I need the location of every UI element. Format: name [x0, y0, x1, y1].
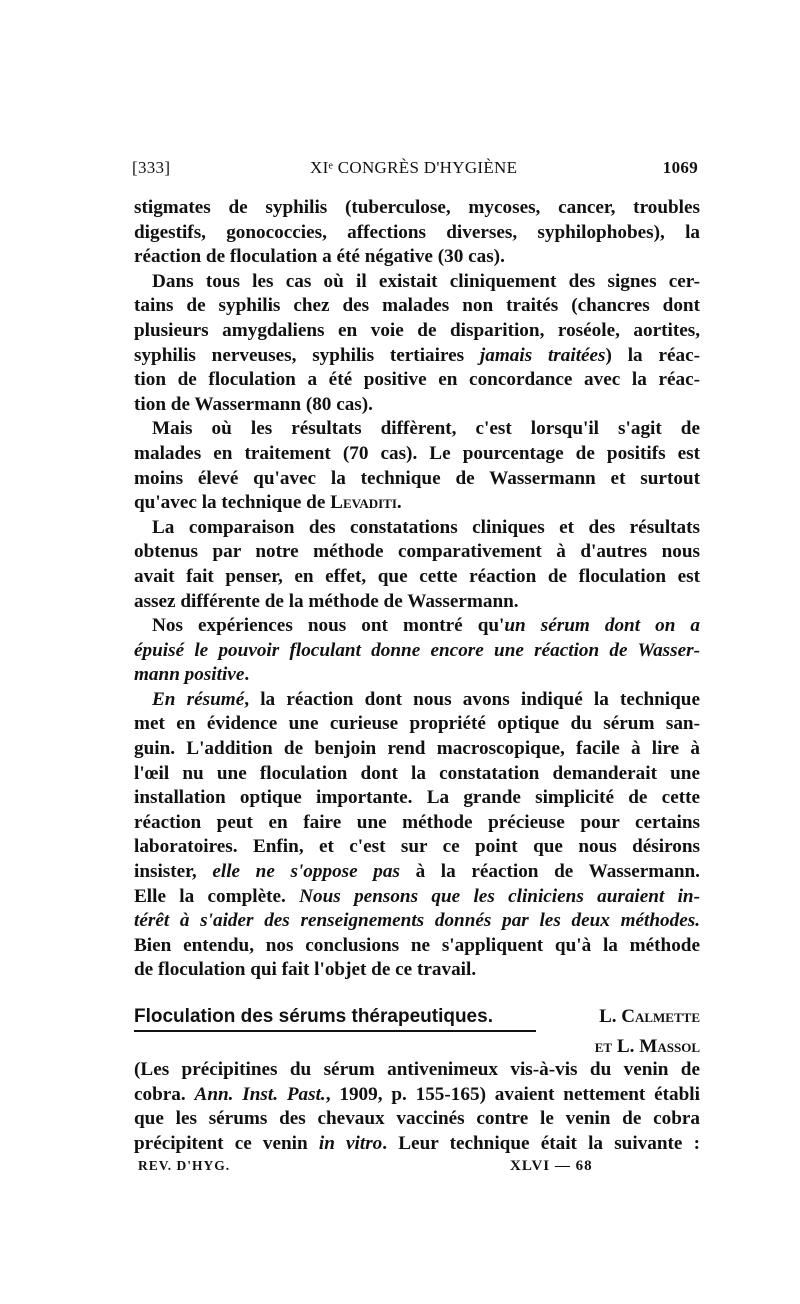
text-line: (Les précipitines du sérum antivenimeux vis-à-vis du venin de — [134, 1059, 700, 1080]
text-run: , la réaction dont nous avons indiqué la technique — [244, 688, 700, 710]
signature-mark: XLVI — 68 — [510, 1158, 593, 1174]
smallcaps-run: Levaditi — [330, 492, 397, 514]
page-number: 1069 — [662, 158, 698, 177]
text-line: réaction de floculation a été négative (30 cas). — [134, 246, 505, 268]
text-run: Nos expériences nous ont montré qu' — [152, 615, 505, 637]
text-line — [134, 885, 700, 910]
text-run: cobra. — [134, 1083, 195, 1105]
text-run: . — [244, 664, 250, 686]
text-line: met en évidence une curieuse propriété optique du sérum san- — [134, 713, 700, 735]
text-line: de floculation qui fait l'objet de ce travail. — [134, 959, 477, 981]
section-author-1: L. Calmette — [599, 1006, 700, 1027]
italic-run: in vitro — [318, 1132, 383, 1154]
text-run: précipitent ce venin — [134, 1132, 319, 1154]
text-line: stigmates de syphilis (tuberculose, mycoses, cancer, troubles — [134, 197, 700, 218]
text-line: laboratoires. Enfin, et c'est sur ce point que nous désirons — [134, 836, 700, 858]
text-run: insister, — [134, 861, 213, 883]
text-line — [134, 1132, 700, 1157]
text-line: épuisé le pouvoir floculant donne encore une réaction de Wasser- — [134, 639, 700, 661]
italic-run: Ann. Inst. Past. — [194, 1083, 326, 1105]
text-line: tion de floculation a été positive en concordance avec la réac- — [134, 369, 700, 391]
section-body-text — [134, 1058, 700, 1156]
running-header — [132, 158, 698, 182]
text-line — [134, 688, 700, 713]
text-line — [134, 344, 700, 369]
text-line: malades en traitement (70 cas). Le pourcentage de positifs est — [134, 442, 700, 464]
text-line: tion de Wassermann (80 cas). — [134, 393, 373, 415]
text-line: que les sérums des chevaux vaccinés contre le venin de cobra — [134, 1108, 700, 1130]
text-line: Dans tous les cas où il existait cliniquement des signes cer- — [152, 270, 700, 292]
page-reference: [333] — [132, 158, 171, 177]
section-author-2: et L. Massol — [594, 1036, 700, 1057]
text-line: digestifs, gonococcies, affections diverses, syphilophobes), la — [134, 221, 700, 243]
text-line: l'œil nu une floculation dont la constatation demanderait une — [134, 762, 700, 784]
text-run: ) la réac- — [605, 344, 700, 366]
italic-run: elle ne s'oppose pas — [212, 861, 400, 883]
page-footer — [134, 1158, 700, 1180]
text-line: avait fait penser, en effet, que cette réaction de floculation est — [134, 565, 700, 587]
text-run: Elle la complète. — [134, 885, 300, 907]
text-run: syphilis nerveuses, syphilis tertiaires — [134, 344, 480, 366]
text-run: à la réaction de Wassermann. — [399, 861, 700, 883]
italic-run: jamais traitées — [479, 344, 606, 366]
text-line: réaction peut en faire une méthode précieuse pour certains — [134, 811, 700, 833]
text-line: La comparaison des constatations cliniques et des résultats — [152, 516, 700, 538]
body-text — [134, 196, 700, 983]
text-line: Mais où les résultats diffèrent, c'est lorsqu'il s'agit de — [152, 418, 700, 440]
text-run: . Leur technique était la suivante : — [382, 1132, 700, 1154]
text-line: obtenus par notre méthode comparativement à d'autres nous — [134, 541, 700, 563]
section-title: Floculation des sérums thérapeutiques. — [134, 1006, 493, 1027]
text-line: tains de syphilis chez des malades non traités (chancres dont — [134, 295, 700, 317]
text-line: térêt à s'aider des renseignements donnés par les deux méthodes. — [134, 910, 700, 932]
text-line: moins élevé qu'avec la technique de Wassermann et surtout — [134, 467, 700, 489]
italic-run: En résumé — [152, 688, 245, 710]
text-line: guin. L'addition de benjoin rend macroscopique, facile à lire à — [134, 738, 700, 760]
text-line: assez différente de la méthode de Wassermann. — [134, 590, 519, 612]
section-heading — [134, 1006, 700, 1032]
text-line — [134, 860, 700, 885]
text-line — [134, 491, 700, 516]
italic-run: un sérum dont on a — [504, 615, 701, 637]
text-line — [134, 663, 700, 688]
text-run: , 1909, p. 155-165) avaient nettement établi — [325, 1083, 700, 1105]
text-line — [134, 1083, 700, 1108]
text-line: plusieurs amygdaliens en voie de disparition, roséole, aortites, — [134, 319, 700, 341]
text-line: Bien entendu, nos conclusions ne s'appliquent qu'à la méthode — [134, 934, 700, 956]
section-title-underline — [134, 1030, 536, 1032]
text-line — [134, 614, 700, 639]
text-run: . — [396, 492, 402, 514]
running-title: XIᵉ CONGRÈS D'HYGIÈNE — [310, 158, 518, 177]
italic-run: mann positive — [134, 664, 245, 686]
text-run: qu'avec la technique de — [134, 492, 331, 514]
text-line: installation optique importante. La grande simplicité de cette — [134, 787, 700, 809]
journal-abbreviation: REV. D'HYG. — [138, 1158, 231, 1173]
italic-run: Nous pensons que les cliniciens auraient in- — [299, 885, 700, 907]
